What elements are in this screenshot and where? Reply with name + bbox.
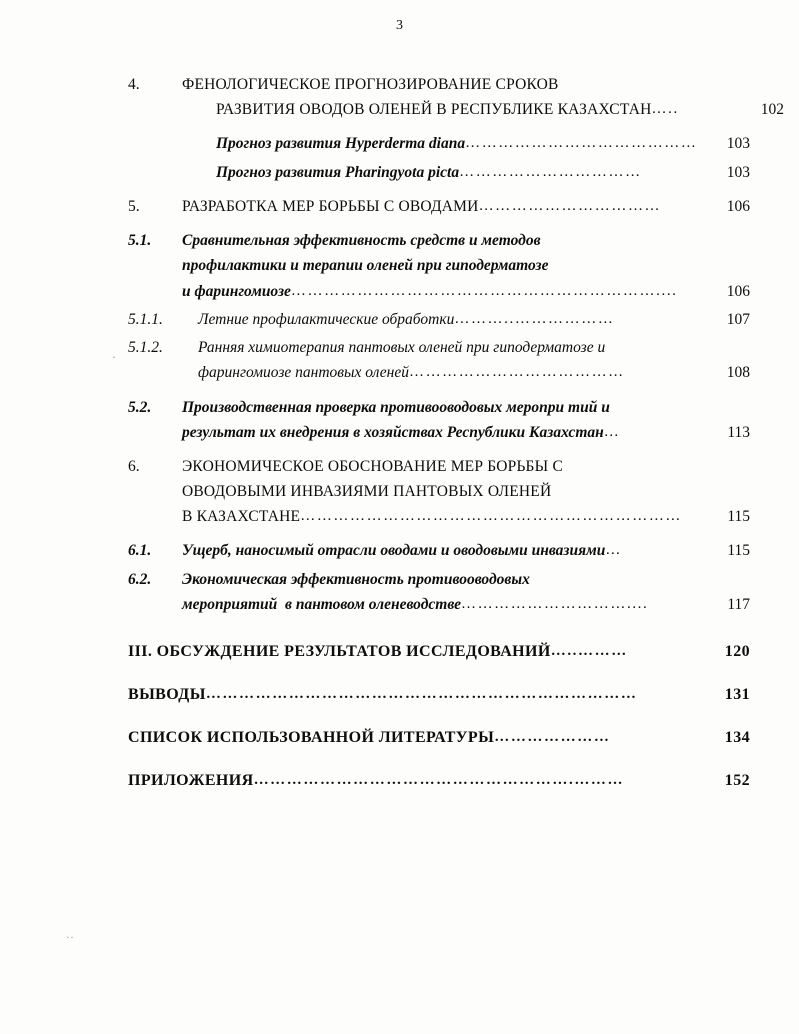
toc-page-number: 113 xyxy=(727,423,750,441)
margin-mark-bottom: ·· xyxy=(66,930,74,944)
toc-entry-number: 5.1.1. xyxy=(128,310,163,328)
toc-line xyxy=(182,592,750,617)
toc-entry-body xyxy=(216,131,750,156)
toc-page-number: 120 xyxy=(724,643,750,661)
toc-entry-number: 5.2. xyxy=(128,398,152,416)
toc-line-text: профилактики и терапии оленей при гиподерматозе xyxy=(182,257,549,275)
toc-line xyxy=(182,454,750,479)
toc-leader-dots: … xyxy=(605,542,622,559)
toc-line xyxy=(128,639,750,665)
toc-line xyxy=(182,567,750,592)
toc-line xyxy=(182,420,750,445)
toc-spacer xyxy=(128,794,750,797)
toc-entry[interactable] xyxy=(128,682,750,708)
toc-entry[interactable] xyxy=(128,307,750,332)
toc-page-number: 102 xyxy=(760,101,784,119)
toc-entry[interactable] xyxy=(128,395,750,445)
toc-entry-body xyxy=(128,725,750,751)
toc-page-number: 115 xyxy=(727,508,750,526)
toc-entry-body xyxy=(128,768,750,794)
toc-entry-number: 6.2. xyxy=(128,570,152,588)
toc-spacer xyxy=(128,219,750,228)
toc-spacer xyxy=(128,386,750,395)
toc-line-text: СПИСОК ИСПОЛЬЗОВАННОЙ ЛИТЕРАТУРЫ xyxy=(128,728,495,746)
toc-entry[interactable] xyxy=(128,72,784,122)
toc-entry[interactable] xyxy=(128,228,750,304)
toc-spacer xyxy=(128,617,750,639)
page-number: 3 xyxy=(396,18,403,33)
toc-line-text: Ущерб, наносимый отрасли оводами и оводовыми инвазиями xyxy=(182,542,606,560)
toc-page-number: 152 xyxy=(724,771,750,789)
toc-line xyxy=(198,307,750,332)
toc-leader-dots: …………………………… xyxy=(459,163,642,180)
toc-entry-number: 5.1.2. xyxy=(128,339,163,357)
toc-entry-body xyxy=(182,228,750,304)
toc-entry-body xyxy=(182,567,750,617)
toc-entry[interactable] xyxy=(128,538,750,563)
toc-line xyxy=(182,253,750,278)
toc-line xyxy=(182,479,750,504)
toc-leader-dots: ………………………………………………………….... xyxy=(290,282,678,299)
toc-spacer xyxy=(128,122,750,131)
toc-line xyxy=(216,131,750,156)
toc-line-text: и фарингомиозе xyxy=(182,282,291,300)
toc-page-number: 108 xyxy=(726,364,750,382)
toc-line xyxy=(216,160,750,185)
toc-line-text: В КАЗАХСТАНЕ xyxy=(182,508,301,526)
toc-page-number: 103 xyxy=(726,135,750,153)
toc-line xyxy=(128,768,750,794)
toc-line-text: РАЗВИТИЯ ОВОДОВ ОЛЕНЕЙ В РЕСПУБЛИКЕ КАЗАХСТАН xyxy=(216,101,652,119)
toc-page-number: 117 xyxy=(727,595,750,613)
toc-spacer xyxy=(128,445,750,454)
toc-entry-body xyxy=(128,682,750,708)
toc-leader-dots: ………………………………………………….……… xyxy=(253,771,625,788)
toc-entry-body xyxy=(128,639,750,665)
toc-line xyxy=(182,279,750,304)
toc-entry-body xyxy=(198,307,750,332)
toc-line xyxy=(182,395,750,420)
toc-line-text: III. ОБСУЖДЕНИЕ РЕЗУЛЬТАТОВ ИССЛЕДОВАНИЙ xyxy=(128,643,551,661)
toc-leader-dots: …………………………………………………………… xyxy=(300,508,683,525)
toc-line-text: Летние профилактические обработки xyxy=(198,310,455,328)
toc-leader-dots: ………..……………… xyxy=(454,310,615,327)
toc-entry-body xyxy=(182,454,750,530)
toc-entry[interactable] xyxy=(128,131,750,156)
toc-line xyxy=(182,97,784,122)
toc-line xyxy=(128,725,750,751)
toc-line-text: Экономическая эффективность противооводовых xyxy=(182,570,530,588)
toc-line-text: ОВОДОВЫМИ ИНВАЗИЯМИ ПАНТОВЫХ ОЛЕНЕЙ xyxy=(182,483,552,501)
table-of-contents xyxy=(128,72,784,797)
toc-line xyxy=(182,538,750,563)
toc-entry[interactable] xyxy=(128,639,750,665)
toc-line-text: фарингомиозе пантовых оленей xyxy=(198,364,409,382)
toc-entry-body xyxy=(182,72,784,122)
toc-entry-number: 6.1. xyxy=(128,542,152,560)
toc-line xyxy=(182,228,750,253)
toc-page-number: 107 xyxy=(726,310,750,328)
toc-line xyxy=(182,194,750,219)
toc-entry-body xyxy=(182,395,750,445)
toc-entry-body xyxy=(182,194,750,219)
toc-page-number: 106 xyxy=(726,282,750,300)
margin-mark-left: · xyxy=(112,350,116,364)
toc-leader-dots: …..……… xyxy=(550,643,628,660)
toc-leader-dots: …………………………… xyxy=(478,198,662,214)
toc-leader-dots: ………………………….... xyxy=(460,595,649,612)
toc-entry[interactable] xyxy=(128,725,750,751)
toc-line-text: мероприятий в пантовом оленеводстве xyxy=(182,595,461,613)
toc-line-text: ВЫВОДЫ xyxy=(128,686,206,704)
toc-leader-dots: ………………… xyxy=(494,728,611,745)
toc-entry-number: 5.1. xyxy=(128,232,152,250)
toc-line-text: Прогноз развития Pharingyota picta xyxy=(216,163,460,181)
toc-line-text: Ранняя химиотерапия пантовых оленей при гиподерматозе и xyxy=(198,339,606,357)
toc-entry-body xyxy=(198,335,750,385)
toc-line-text: РАЗРАБОТКА МЕР БОРЬБЫ С ОВОДАМИ xyxy=(182,198,479,215)
toc-line-text: Прогноз развития Hyperderma diana xyxy=(216,135,466,153)
toc-spacer xyxy=(128,751,750,768)
toc-entry[interactable] xyxy=(128,194,750,219)
toc-line-text: Сравнительная эффективность средств и методов xyxy=(182,232,541,250)
toc-leader-dots: ….. xyxy=(651,101,679,118)
toc-page-number: 134 xyxy=(724,728,750,746)
toc-page-number: 103 xyxy=(726,163,750,181)
toc-spacer xyxy=(128,529,750,538)
toc-leader-dots: ………………………………… xyxy=(408,364,625,381)
toc-line xyxy=(182,72,750,97)
toc-entry-number: 5. xyxy=(128,198,140,215)
toc-entry[interactable] xyxy=(128,335,750,385)
toc-entry-number: 4. xyxy=(128,76,140,93)
toc-spacer xyxy=(128,185,750,194)
toc-entry-body xyxy=(216,160,750,185)
toc-line-text: ЭКОНОМИЧЕСКОЕ ОБОСНОВАНИЕ МЕР БОРЬБЫ С xyxy=(182,457,563,475)
toc-page-number: 106 xyxy=(726,198,750,215)
toc-leader-dots: …………………………………………………………………… xyxy=(205,686,638,703)
toc-entry[interactable] xyxy=(128,768,750,794)
toc-line-text: ПРИЛОЖЕНИЯ xyxy=(128,771,254,789)
toc-line-text: результат их внедрения в хозяйствах Республики Казахстан xyxy=(182,423,604,441)
toc-spacer xyxy=(128,665,750,682)
toc-entry-number: 6. xyxy=(128,457,140,475)
toc-entry-body xyxy=(182,538,750,563)
toc-line xyxy=(182,504,750,529)
toc-entry[interactable] xyxy=(128,567,750,617)
toc-leader-dots: …………………………………… xyxy=(465,135,698,152)
toc-entry[interactable] xyxy=(128,454,750,530)
toc-line xyxy=(128,682,750,708)
toc-line-text: Производственная проверка противооводовых меропри тий и xyxy=(182,398,610,416)
toc-page-number: 115 xyxy=(727,542,750,560)
toc-page-number: 131 xyxy=(724,686,750,704)
toc-line xyxy=(198,360,750,385)
toc-line xyxy=(198,335,750,360)
toc-entry[interactable] xyxy=(128,160,750,185)
toc-leader-dots: … xyxy=(603,423,621,440)
toc-spacer xyxy=(128,708,750,725)
toc-line-text: ФЕНОЛОГИЧЕСКОЕ ПРОГНОЗИРОВАНИЕ СРОКОВ xyxy=(182,76,559,93)
